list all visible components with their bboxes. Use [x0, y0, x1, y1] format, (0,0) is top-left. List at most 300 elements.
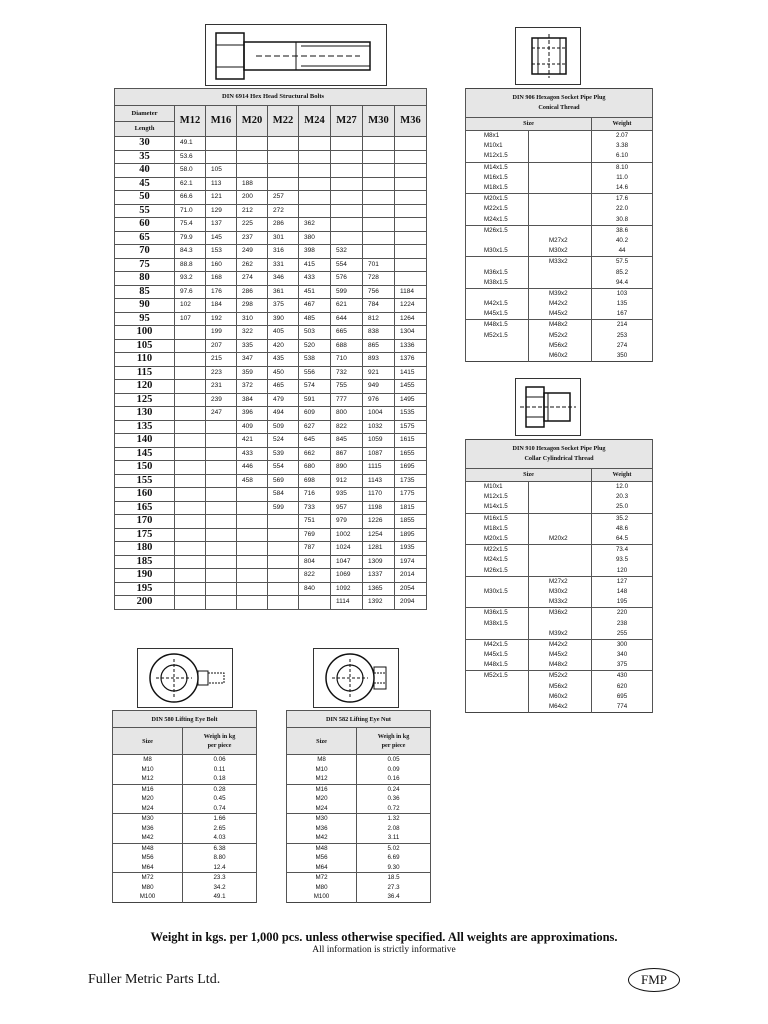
table-cell: 212	[237, 204, 268, 218]
table-cell	[206, 555, 237, 569]
table-cell: 239	[206, 393, 237, 407]
table-cell: M48	[113, 843, 183, 853]
table-cell: 125	[115, 393, 175, 407]
table-cell: 130	[115, 407, 175, 421]
table-cell: M18x1.5	[466, 183, 529, 194]
table-cell: M8	[287, 755, 357, 765]
table-row	[466, 682, 653, 692]
table-cell: 458	[237, 474, 268, 488]
table-cell: 756	[363, 285, 395, 299]
table-row	[115, 177, 427, 191]
table-cell: 49.1	[183, 892, 257, 902]
table-cell	[466, 629, 529, 640]
table-row	[466, 131, 653, 142]
table-cell: 1655	[395, 447, 427, 461]
table-cell: M72	[113, 873, 183, 883]
table-cell: 645	[299, 434, 331, 448]
table-cell: M30x1.5	[466, 587, 529, 597]
table-cell: 361	[268, 285, 299, 299]
conical-pipe-plug-icon	[516, 28, 580, 84]
table-cell	[206, 582, 237, 596]
table-row	[115, 191, 427, 205]
table-cell: 165	[115, 501, 175, 515]
table-cell: 53.6	[175, 150, 206, 164]
table-cell	[466, 341, 529, 351]
fmp-logo	[628, 968, 680, 992]
table-cell: 64.5	[592, 534, 653, 545]
table-cell	[529, 513, 592, 524]
table-cell: 113	[206, 177, 237, 191]
table-cell	[529, 173, 592, 183]
table-row	[115, 420, 427, 434]
table-cell: 554	[331, 258, 363, 272]
table-cell: 331	[268, 258, 299, 272]
table-cell: 1059	[363, 434, 395, 448]
table-cell: M45x2	[529, 650, 592, 660]
table-row	[466, 513, 653, 524]
table-cell: 1184	[395, 285, 427, 299]
table-cell	[529, 225, 592, 236]
weight-header: Weight	[592, 118, 653, 131]
table-cell	[529, 151, 592, 162]
table-cell: 0.09	[357, 765, 431, 775]
pipe-plug-910-drawing	[515, 378, 581, 436]
table-cell: 599	[331, 285, 363, 299]
table-cell	[529, 545, 592, 556]
table-cell: 115	[115, 366, 175, 380]
table-cell: 733	[299, 501, 331, 515]
table-cell: 45	[115, 177, 175, 191]
table-cell: 840	[299, 582, 331, 596]
table-row	[466, 576, 653, 587]
table-cell: 1495	[395, 393, 427, 407]
table-cell: 838	[363, 326, 395, 340]
table-row	[115, 528, 427, 542]
table-row	[287, 784, 431, 794]
table-cell: 420	[268, 339, 299, 353]
table-cell: 167	[592, 309, 653, 320]
table-cell	[175, 353, 206, 367]
table-row	[466, 246, 653, 257]
eye-bolt-drawing	[137, 648, 233, 708]
table-cell: 75	[115, 258, 175, 272]
table-cell: 170	[115, 515, 175, 529]
table-cell: M12	[287, 774, 357, 784]
table-cell: M27x2	[529, 236, 592, 246]
table-cell: 935	[331, 488, 363, 502]
din6914-table	[114, 88, 427, 610]
table-cell: 584	[268, 488, 299, 502]
table-row	[115, 569, 427, 583]
table-cell: 335	[237, 339, 268, 353]
table-cell: M30x1.5	[466, 246, 529, 257]
table-cell: M52x2	[529, 671, 592, 682]
table-row	[466, 173, 653, 183]
table-cell: 135	[592, 299, 653, 309]
table-cell: 85	[115, 285, 175, 299]
table-cell: 644	[331, 312, 363, 326]
table-row	[115, 366, 427, 380]
table-cell	[206, 447, 237, 461]
table-cell: 777	[331, 393, 363, 407]
table-cell	[237, 555, 268, 569]
table-cell: M30x2	[529, 587, 592, 597]
table-row	[113, 863, 257, 873]
table-cell: M80	[287, 883, 357, 893]
table-cell	[363, 245, 395, 259]
table-cell	[206, 542, 237, 556]
table-row	[466, 215, 653, 226]
table-cell: 435	[268, 353, 299, 367]
table-cell: M20	[113, 794, 183, 804]
table-cell: 40.2	[592, 236, 653, 246]
din906-body	[466, 131, 653, 362]
table-cell: 893	[363, 353, 395, 367]
table-cell: M30	[113, 814, 183, 824]
table-row	[115, 501, 427, 515]
table-cell: 695	[592, 692, 653, 702]
table-cell: 1224	[395, 299, 427, 313]
size-header: M27	[331, 106, 363, 137]
table-cell	[268, 596, 299, 610]
table-cell: 1281	[363, 542, 395, 556]
table-cell	[529, 183, 592, 194]
table-row	[287, 755, 431, 765]
table-cell: 1895	[395, 528, 427, 542]
table-cell	[175, 380, 206, 394]
table-cell	[237, 150, 268, 164]
table-cell: 103	[592, 288, 653, 299]
table-cell: 430	[592, 671, 653, 682]
table-cell: M48x2	[529, 320, 592, 331]
table-cell: 446	[237, 461, 268, 475]
table-cell: 787	[299, 542, 331, 556]
table-cell: M22x1.5	[466, 545, 529, 556]
table-cell	[529, 502, 592, 513]
table-cell	[529, 524, 592, 534]
table-cell: 40	[115, 164, 175, 178]
table-cell: 190	[115, 569, 175, 583]
table-cell: 301	[268, 231, 299, 245]
table-row	[287, 824, 431, 834]
table-row	[113, 765, 257, 775]
table-cell: 90	[115, 299, 175, 313]
table-cell: M100	[287, 892, 357, 902]
table-cell: 247	[206, 407, 237, 421]
table-cell: 800	[331, 407, 363, 421]
table-cell: 105	[206, 164, 237, 178]
table-cell: 620	[592, 682, 653, 692]
din910-table	[465, 439, 653, 713]
table-cell: 688	[331, 339, 363, 353]
table-cell: 145	[115, 447, 175, 461]
table-cell: 62.1	[175, 177, 206, 191]
table-cell	[529, 131, 592, 142]
table-row	[466, 162, 653, 173]
table-row	[466, 341, 653, 351]
table-cell	[466, 702, 529, 713]
table-cell: 347	[237, 353, 268, 367]
table-cell: 0.72	[357, 804, 431, 814]
table-cell: M48	[287, 843, 357, 853]
table-cell	[529, 204, 592, 214]
table-cell: 0.36	[357, 794, 431, 804]
table-cell: 255	[592, 629, 653, 640]
table-cell: M64x2	[529, 702, 592, 713]
table-cell: 84.3	[175, 245, 206, 259]
table-cell: 1304	[395, 326, 427, 340]
table-cell: 1.66	[183, 814, 257, 824]
table-cell: 93.5	[592, 555, 653, 565]
table-cell: 180	[115, 542, 175, 556]
table-cell	[395, 191, 427, 205]
table-cell: 184	[206, 299, 237, 313]
size-header: M30	[363, 106, 395, 137]
table-cell: 5.02	[357, 843, 431, 853]
table-cell: 812	[363, 312, 395, 326]
table-cell: M42x1.5	[466, 639, 529, 650]
table-cell	[206, 528, 237, 542]
table-cell: 175	[115, 528, 175, 542]
table-cell	[175, 420, 206, 434]
table-cell: 215	[206, 353, 237, 367]
table-cell: 75.4	[175, 218, 206, 232]
table-cell: 609	[299, 407, 331, 421]
table-row	[115, 285, 427, 299]
table-cell: 300	[592, 639, 653, 650]
table-cell	[237, 164, 268, 178]
table-cell: 195	[592, 597, 653, 608]
table-cell	[466, 597, 529, 608]
table-row	[115, 218, 427, 232]
table-cell: 1376	[395, 353, 427, 367]
table-cell: 957	[331, 501, 363, 515]
table-cell: M16	[287, 784, 357, 794]
table-cell	[206, 137, 237, 151]
table-cell: 274	[592, 341, 653, 351]
size-header: Size	[287, 728, 357, 755]
table-cell: 591	[299, 393, 331, 407]
table-cell: M36	[113, 824, 183, 834]
table-cell: 274	[237, 272, 268, 286]
table-cell	[268, 569, 299, 583]
table-cell: M10x1	[466, 482, 529, 493]
table-row	[113, 774, 257, 784]
table-cell: 80	[115, 272, 175, 286]
table-cell: 390	[268, 312, 299, 326]
table-row	[466, 597, 653, 608]
table-row	[466, 534, 653, 545]
table-cell: 262	[237, 258, 268, 272]
table-cell	[206, 515, 237, 529]
table-cell: 1.32	[357, 814, 431, 824]
table-cell: 36.4	[357, 892, 431, 902]
table-cell: 539	[268, 447, 299, 461]
table-row	[287, 853, 431, 863]
table-cell	[331, 137, 363, 151]
table-cell: 774	[592, 702, 653, 713]
table-row	[115, 515, 427, 529]
size-header: M16	[206, 106, 237, 137]
table-cell: 433	[299, 272, 331, 286]
table-cell: 6.38	[183, 843, 257, 853]
size-header: Size	[466, 118, 592, 131]
table-row	[115, 393, 427, 407]
table-row	[287, 883, 431, 893]
table-row	[115, 596, 427, 610]
size-header: M24	[299, 106, 331, 137]
table-cell: 1365	[363, 582, 395, 596]
table-cell: 1002	[331, 528, 363, 542]
table-cell: 298	[237, 299, 268, 313]
table-cell: 107	[175, 312, 206, 326]
table-cell: 23.3	[183, 873, 257, 883]
table-cell: 751	[299, 515, 331, 529]
table-cell	[395, 231, 427, 245]
table-cell: 569	[268, 474, 299, 488]
table-row	[287, 794, 431, 804]
table-cell: M38x1.5	[466, 278, 529, 289]
table-cell: M56x2	[529, 341, 592, 351]
table-cell: 599	[268, 501, 299, 515]
table-row	[115, 542, 427, 556]
din910-body	[466, 482, 653, 713]
table-row	[466, 183, 653, 194]
table-row	[466, 257, 653, 268]
table-cell	[175, 528, 206, 542]
table-cell	[237, 515, 268, 529]
table-row	[287, 814, 431, 824]
table-cell: 176	[206, 285, 237, 299]
table-cell: 12.0	[592, 482, 653, 493]
table-cell: 409	[237, 420, 268, 434]
table-cell: 1069	[331, 569, 363, 583]
table-cell: 372	[237, 380, 268, 394]
table-cell: 100	[115, 326, 175, 340]
table-row	[466, 299, 653, 309]
table-cell: M10	[113, 765, 183, 775]
table-cell: M8x1	[466, 131, 529, 142]
table-cell	[299, 204, 331, 218]
table-cell: 60	[115, 218, 175, 232]
table-cell: 44	[592, 246, 653, 257]
table-cell: 755	[331, 380, 363, 394]
table-cell: 200	[237, 191, 268, 205]
table-cell: M45x1.5	[466, 650, 529, 660]
table-cell: 50	[115, 191, 175, 205]
table-cell	[237, 542, 268, 556]
table-row	[115, 339, 427, 353]
table-cell	[268, 177, 299, 191]
table-cell: 35	[115, 150, 175, 164]
table-cell	[175, 596, 206, 610]
size-header: M36	[395, 106, 427, 137]
table-cell: 524	[268, 434, 299, 448]
table-row	[466, 351, 653, 362]
table-row	[113, 804, 257, 814]
table-cell: 822	[299, 569, 331, 583]
table-cell	[395, 258, 427, 272]
table-cell: 1198	[363, 501, 395, 515]
table-cell: 1974	[395, 555, 427, 569]
table-cell: 249	[237, 245, 268, 259]
table-cell	[466, 288, 529, 299]
table-cell	[331, 204, 363, 218]
table-cell	[299, 177, 331, 191]
table-cell: 0.06	[183, 755, 257, 765]
table-cell	[466, 576, 529, 587]
table-cell: 0.45	[183, 794, 257, 804]
table-row	[115, 447, 427, 461]
table-cell: 728	[363, 272, 395, 286]
table-cell: 12.4	[183, 863, 257, 873]
table-cell: 701	[363, 258, 395, 272]
table-cell: M33x2	[529, 597, 592, 608]
table-cell: 168	[206, 272, 237, 286]
table-cell	[395, 218, 427, 232]
table-cell	[529, 194, 592, 205]
table-cell: M42x1.5	[466, 299, 529, 309]
table-cell: 1092	[331, 582, 363, 596]
table-cell	[206, 420, 237, 434]
din6914-body	[115, 137, 427, 610]
table-cell: M30x2	[529, 246, 592, 257]
table-cell: 94.4	[592, 278, 653, 289]
table-cell: 804	[299, 555, 331, 569]
table-row	[115, 407, 427, 421]
table-cell	[363, 204, 395, 218]
table-row	[287, 774, 431, 784]
table-cell: M45x1.5	[466, 309, 529, 320]
table-cell: 0.11	[183, 765, 257, 775]
table-cell: 698	[299, 474, 331, 488]
table-row	[115, 272, 427, 286]
table-row	[466, 204, 653, 214]
table-cell	[237, 528, 268, 542]
table-cell: 110	[115, 353, 175, 367]
table-cell: 662	[299, 447, 331, 461]
din582-title: DIN 582 Lifting Eye Nut	[287, 711, 431, 728]
table-cell: 405	[268, 326, 299, 340]
table-cell	[268, 542, 299, 556]
table-row	[113, 873, 257, 883]
table-cell	[268, 515, 299, 529]
table-row	[115, 474, 427, 488]
table-cell	[529, 278, 592, 289]
table-cell: 6.69	[357, 853, 431, 863]
table-cell: 1815	[395, 501, 427, 515]
table-cell	[331, 218, 363, 232]
table-cell: 135	[115, 420, 175, 434]
table-cell: 20.3	[592, 492, 653, 502]
table-cell: 2.07	[592, 131, 653, 142]
table-cell	[466, 351, 529, 362]
table-cell: 1264	[395, 312, 427, 326]
din582-table	[286, 710, 431, 903]
table-cell: 30.8	[592, 215, 653, 226]
table-row	[113, 755, 257, 765]
table-row	[466, 618, 653, 628]
table-cell: M20x2	[529, 534, 592, 545]
table-row	[466, 309, 653, 320]
table-cell: 199	[206, 326, 237, 340]
table-cell: M60x2	[529, 351, 592, 362]
table-row	[115, 137, 427, 151]
table-cell: 18.5	[357, 873, 431, 883]
table-cell: 784	[363, 299, 395, 313]
table-cell: 14.6	[592, 183, 653, 194]
fmp-logo-text: FMP	[640, 972, 668, 987]
